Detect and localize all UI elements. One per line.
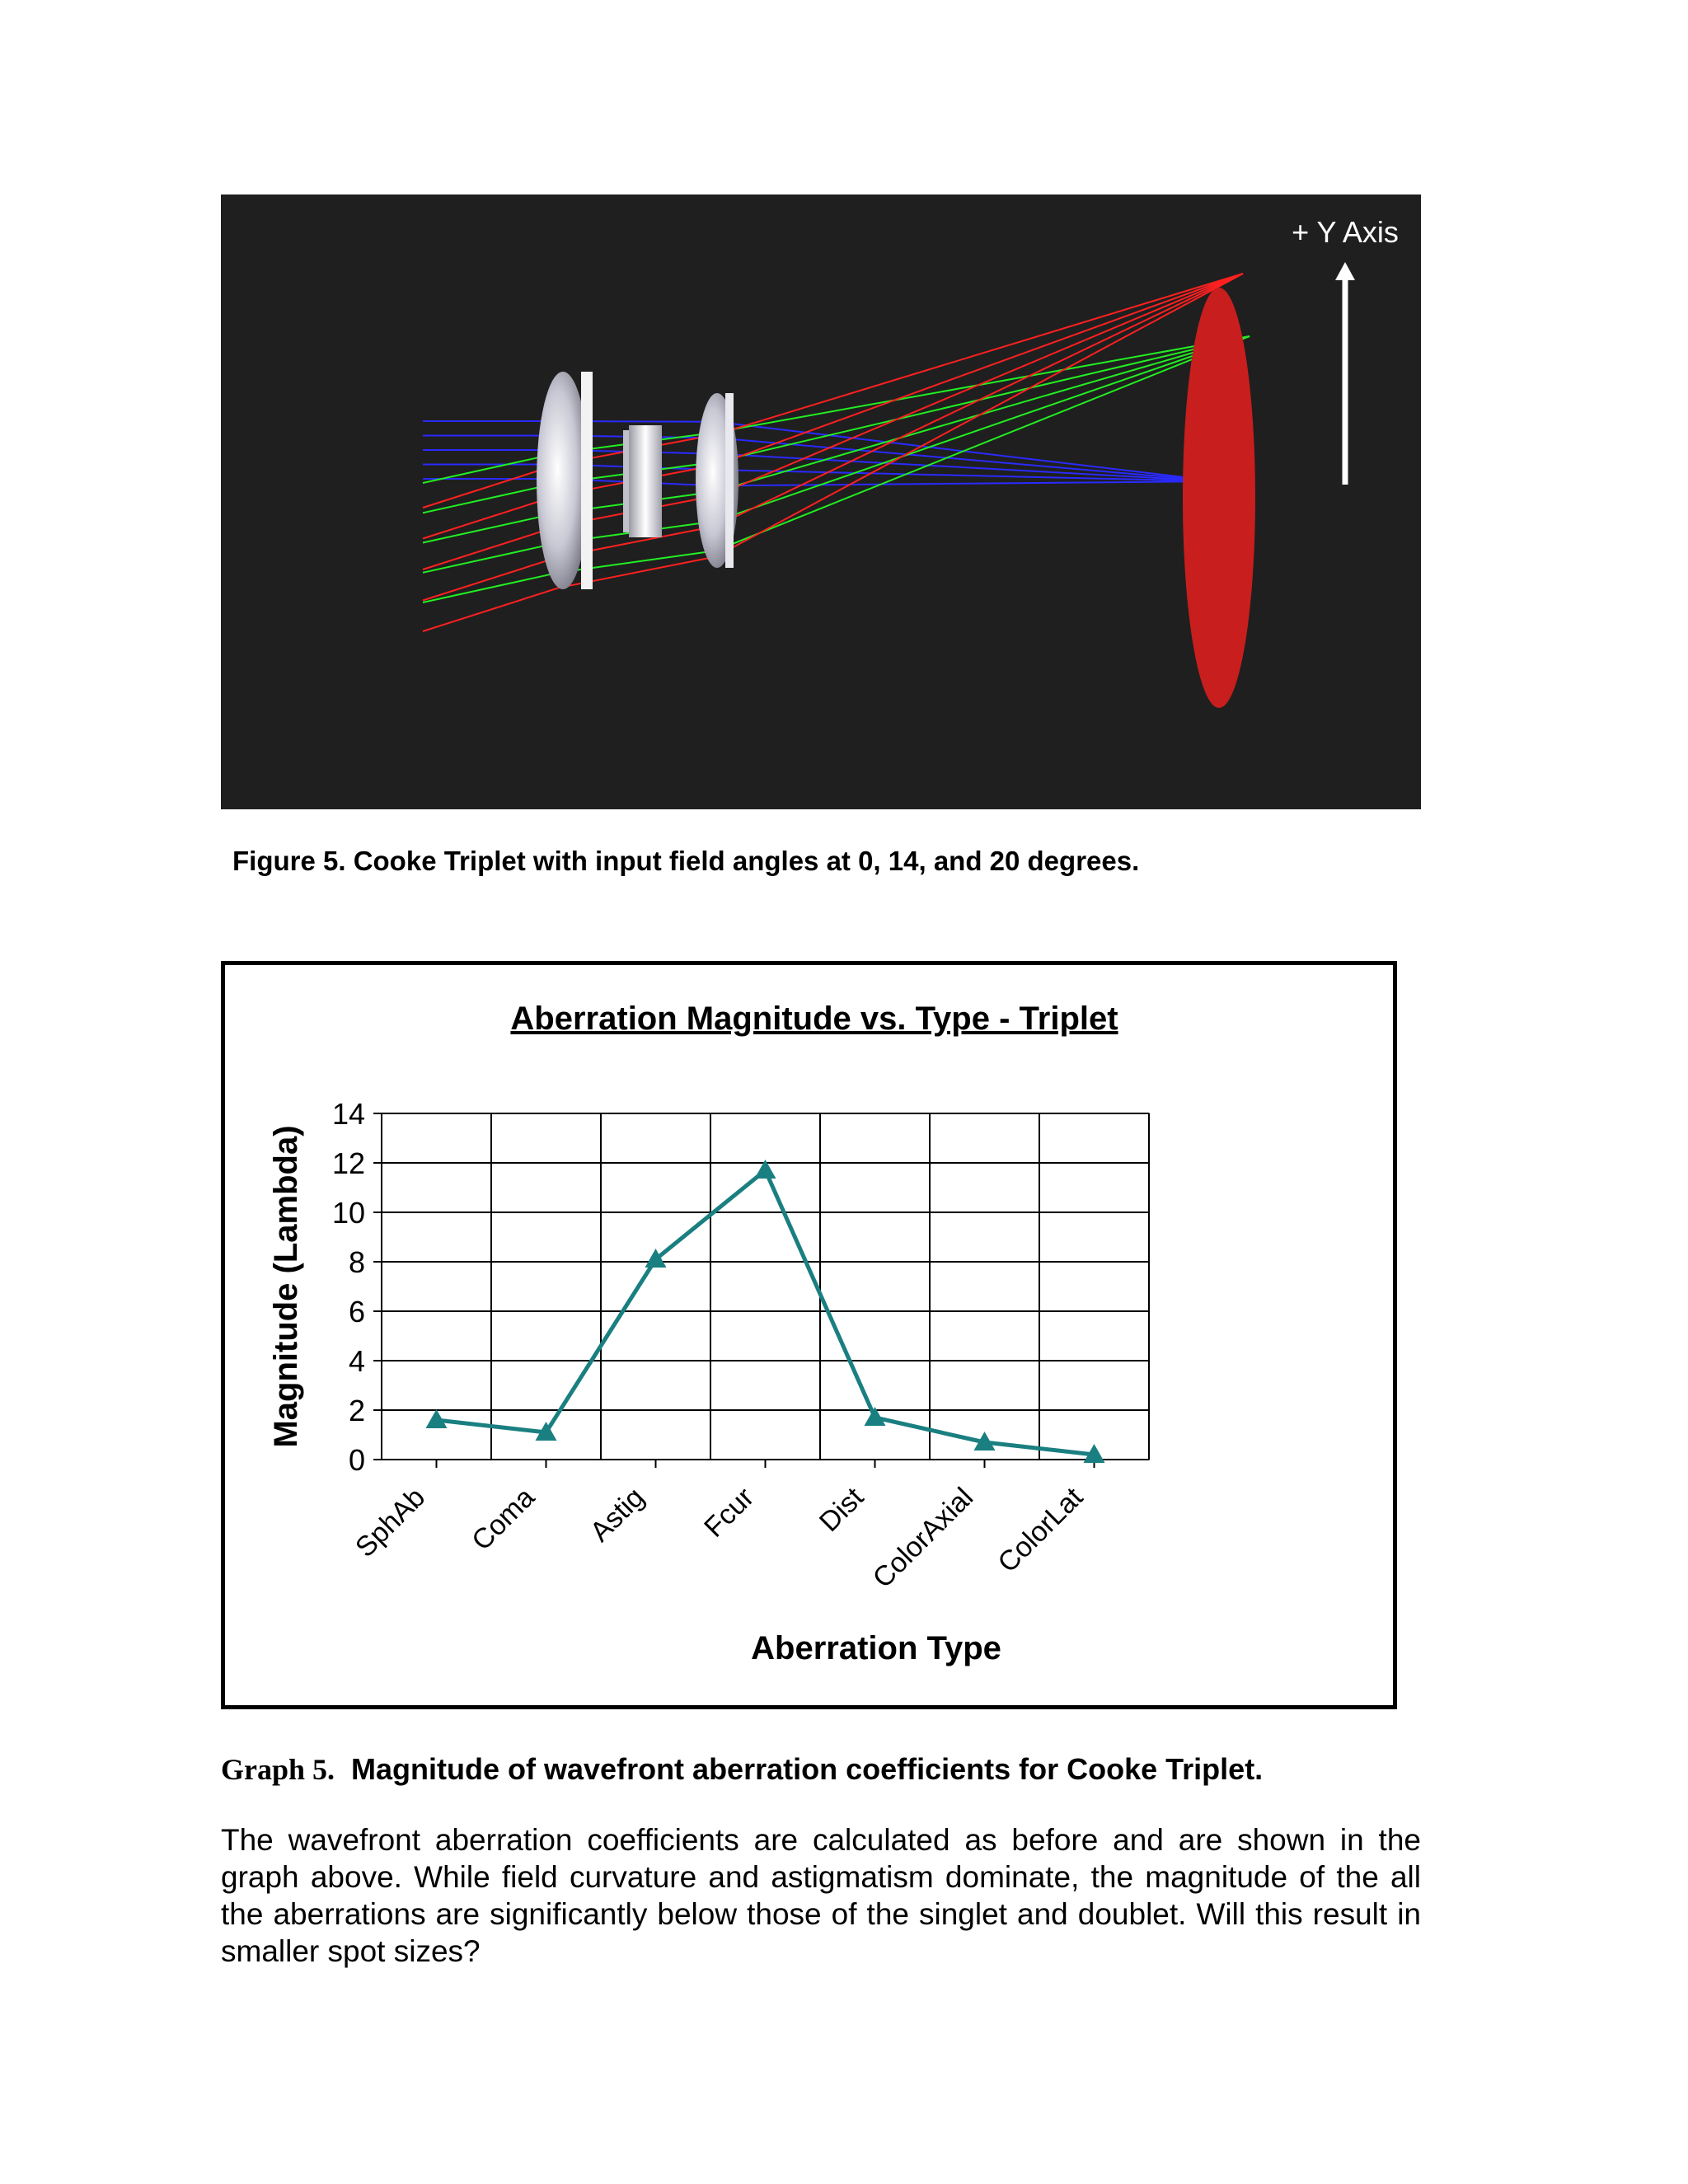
y-tick-label: 14 <box>331 1097 365 1131</box>
y-axis-label: + Y Axis <box>1292 215 1399 249</box>
graph-caption <box>221 1752 1263 1787</box>
lens-2 <box>629 425 662 537</box>
chart-canvas <box>225 965 1393 1705</box>
y-tick-label: 12 <box>331 1146 365 1180</box>
y-axis-ticks <box>332 1097 382 1477</box>
x-tick-label: Astig <box>584 1481 651 1549</box>
image-plane <box>1183 288 1255 708</box>
y-tick-label: 8 <box>348 1245 365 1279</box>
lens-1-edge <box>581 372 593 589</box>
graph-caption-text: Magnitude of wavefront aberration coefficients for Cooke Triplet. <box>351 1752 1264 1786</box>
y-tick-label: 4 <box>348 1344 365 1378</box>
x-tick-label: Coma <box>466 1481 542 1557</box>
data-point-marker <box>426 1409 448 1428</box>
y-axis-label: Magnitude (Lambda) <box>268 1125 304 1448</box>
y-axis-arrow-head <box>1335 262 1355 280</box>
aberration-chart <box>221 961 1397 1709</box>
ray-trace-image <box>221 194 1421 809</box>
x-tick-label: ColorAxial <box>866 1481 980 1595</box>
y-tick-label: 6 <box>348 1295 365 1329</box>
figure-caption: Figure 5. Cooke Triplet with input field angles at 0, 14, and 20 degrees. <box>232 846 1140 876</box>
x-tick-label: Dist <box>813 1481 870 1539</box>
y-tick-label: 2 <box>348 1394 365 1427</box>
x-axis-label: Aberration Type <box>751 1630 1001 1666</box>
ray-trace-figure <box>221 194 1421 809</box>
graph-caption-lead: Graph 5. <box>221 1753 335 1786</box>
y-tick-label: 10 <box>331 1196 365 1230</box>
x-tick-label: SphAb <box>349 1481 432 1563</box>
body-paragraph: The wavefront aberration coefficients are calculated as before and are shown in the graph above. While field curvature and astigmatism dominate, the magnitude of the all the aberrations are significantly below those of the singlet and doublet. Will this result in smaller spot sizes? <box>221 1823 1421 1968</box>
x-tick-label: Fcur <box>698 1481 761 1544</box>
chart-title: Aberration Magnitude vs. Type - Triplet <box>510 1001 1118 1037</box>
lens-3-edge <box>725 393 734 568</box>
lens-2-edge <box>623 430 629 532</box>
y-tick-label: 0 <box>348 1443 365 1477</box>
x-axis-ticks <box>349 1460 1094 1594</box>
x-tick-label: ColorLat <box>992 1481 1090 1579</box>
